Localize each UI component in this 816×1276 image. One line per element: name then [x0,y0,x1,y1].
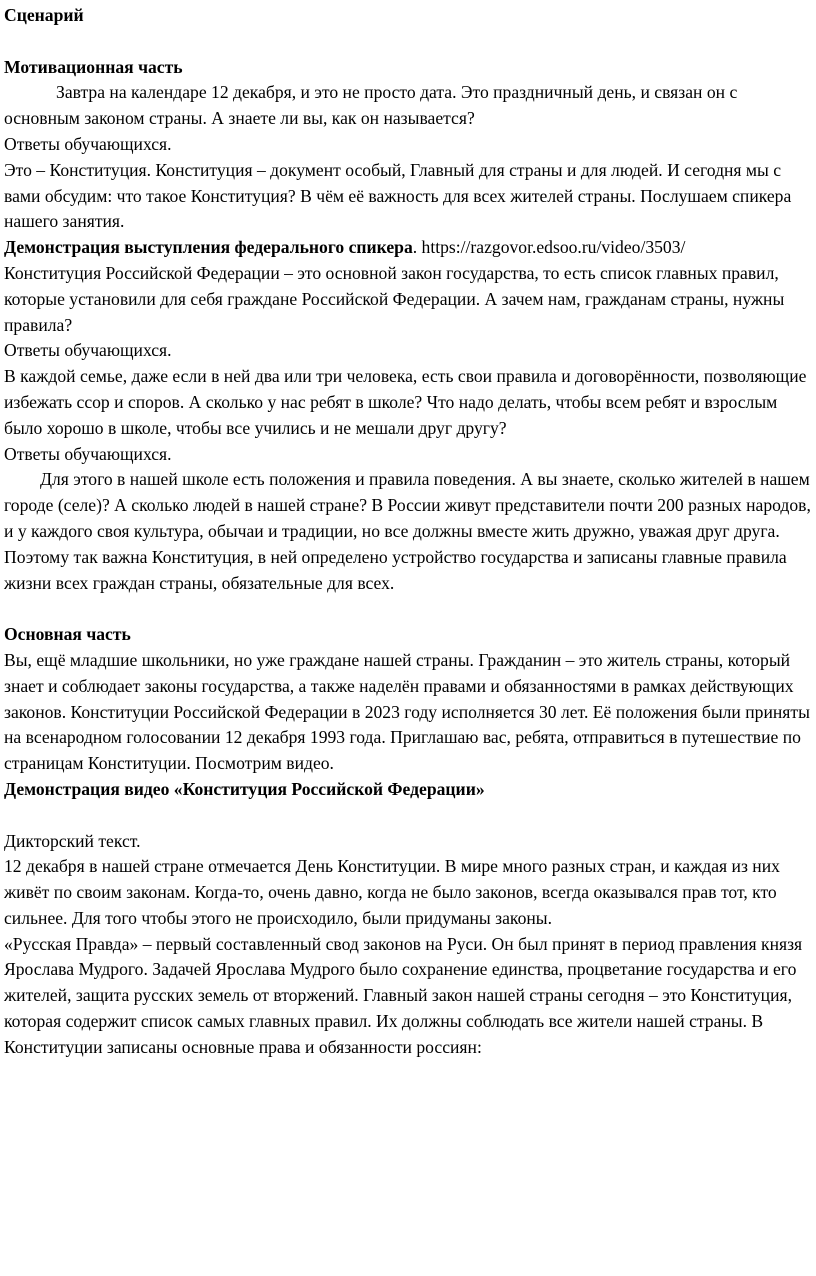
paragraph: Завтра на календаре 12 декабря, и это не просто дата. Это праздничный день, и связан он с основным законом страны. А знаете ли вы, как он называется? [4,82,738,129]
paragraph: Для этого в нашей школе есть положения и правила поведения. А вы знаете, сколько жителей в нашем городе (селе)? А сколько людей в нашей стране? В России живут представители почти 200 разных народов, и у каждого своя культура, обычаи и традиции, но все должны вместе жить дружно, уважая друг друга. Поэтому так важна Конституция, в ней определено устройство государства и записаны главные правила жизни всех граждан страны, обязательные для всех. [4,469,811,593]
video-link[interactable]: . https://razgovor.edsoo.ru/video/3503/ [412,237,686,258]
paragraph: В каждой семье, даже если в ней два или три человека, есть свои правила и договорённости, позволяющие избежать ссор и споров. А сколько у нас ребят в школе? Что надо делать, чтобы всем ребят и взрослым было хорошо в школе, чтобы все учились и не мешали друг другу? [4,366,807,438]
paragraph: Вы, ещё младшие школьники, но уже граждане нашей страны. Гражданин – это житель страны, который знает и соблюдает законы государства, а также наделён правами и обязанностями в рамках действующих законов. Конституции Российской Федерации в 2023 году исполняется 30 лет. Её положения были приняты на всенародном голосовании 12 декабря 1993 года. Приглашаю вас, ребята, отправиться в путешествие по страницам Конституции. Посмотрим видео. [4,649,810,774]
spacer [4,803,816,829]
demo-speaker-line [4,235,816,261]
section-heading-motivation: Мотивационная часть [4,56,183,77]
answers-line: Ответы обучающихся. [4,133,172,154]
paragraph: Это – Конституция. Конституция – документ особый, Главный для страны и для людей. И сегодня мы с вами обсудим: что такое Конституция? В чём её важность для всех жителей страны. Послушаем спикера нашего занятия. [4,159,792,232]
paragraph: «Русская Правда» – первый составленный свод законов на Руси. Он был принят в период правления князя Ярослава Мудрого. Задачей Ярослава Мудрого было сохранение единства, процветание государства и его жителей, защита русских земель от вторжений. Главный закон нашей страны сегодня – это Конституция, которая содержит список самых главных правил. Их должны соблюдать все жители нашей страны. В Конституции записаны основные права и обязанности россиян: [4,933,803,1057]
answers-line: Ответы обучающихся. [4,443,172,464]
section-heading-main: Основная часть [4,624,131,645]
document-title: Сценарий [4,5,84,25]
spacer [4,596,816,622]
demo-video-label: Демонстрация видео «Конституция Российской Федерации» [4,778,485,799]
spacer [4,29,816,55]
paragraph: 12 декабря в нашей стране отмечается День Конституции. В мире много разных стран, и каждая из них живёт по своим законам. Когда-то, очень давно, когда не было законов, всегда оказывался прав тот, кто сильнее. Для того чтобы этого не происходило, были придуманы законы. [4,856,780,928]
narrator-label: Дикторский текст. [4,830,141,851]
paragraph: Конституция Российской Федерации – это основной закон государства, то есть список главных правил, которые установили для себя граждане Российской Федерации. А зачем нам, гражданам страны, нужны правила? [4,262,785,335]
demo-speaker-label: Демонстрация выступления федерального спикера [4,237,413,258]
answers-line: Ответы обучающихся. [4,340,172,361]
